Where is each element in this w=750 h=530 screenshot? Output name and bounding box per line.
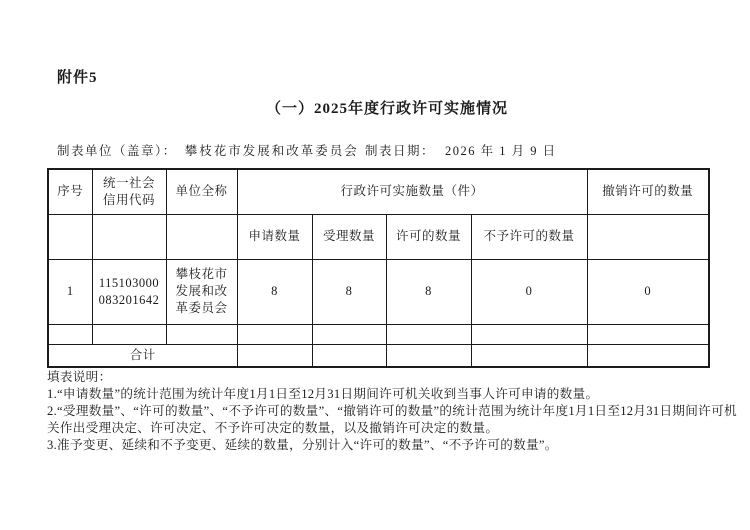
cell-approved: 8 bbox=[386, 259, 471, 324]
header-unit-name: 单位全称 bbox=[166, 169, 237, 214]
cell-accept: 8 bbox=[312, 259, 386, 324]
prepared-by-label: 制表单位（盖章）： bbox=[57, 144, 177, 158]
total-label-cell: 合计 bbox=[48, 344, 237, 367]
fill-instructions bbox=[47, 369, 737, 454]
prepared-by-value: 攀枝花市发展和改革委员会 bbox=[184, 144, 359, 158]
header-credit-code-sub-empty bbox=[92, 214, 166, 259]
header-denied: 不予许可的数量 bbox=[471, 214, 587, 259]
header-revoked: 撤销许可的数量 bbox=[587, 169, 709, 214]
total-accept-cell bbox=[312, 344, 386, 367]
header-seq: 序号 bbox=[48, 169, 92, 214]
total-approved-cell bbox=[386, 344, 471, 367]
date-label: 制表日期： bbox=[365, 144, 436, 158]
empty-cell bbox=[587, 324, 709, 344]
header-unit-name-sub-empty bbox=[166, 214, 237, 259]
license-implementation-table bbox=[47, 168, 710, 368]
empty-cell bbox=[386, 324, 471, 344]
total-revoked-cell bbox=[587, 344, 709, 367]
header-accept: 受理数量 bbox=[312, 214, 386, 259]
empty-cell bbox=[166, 324, 237, 344]
empty-cell bbox=[471, 324, 587, 344]
empty-cell bbox=[312, 324, 386, 344]
cell-revoked: 0 bbox=[587, 259, 709, 324]
header-approved: 许可的数量 bbox=[386, 214, 471, 259]
total-apply-cell bbox=[237, 344, 312, 367]
cell-apply: 8 bbox=[237, 259, 312, 324]
notes-heading: 填表说明： bbox=[47, 370, 112, 384]
empty-row bbox=[48, 324, 709, 344]
page-title: （一）2025年度行政许可实施情况 bbox=[265, 101, 508, 117]
cell-seq: 1 bbox=[48, 259, 92, 324]
empty-cell bbox=[92, 324, 166, 344]
total-row bbox=[48, 344, 709, 367]
cell-denied: 0 bbox=[471, 259, 587, 324]
header-row-2 bbox=[48, 214, 709, 259]
header-credit-code: 统一社会信用代码 bbox=[92, 169, 166, 214]
header-revoked-sub-empty bbox=[587, 214, 709, 259]
date-value: 2026 年 1 月 9 日 bbox=[445, 144, 557, 158]
empty-cell bbox=[48, 324, 92, 344]
header-impl-group: 行政许可实施数量（件） bbox=[237, 169, 587, 214]
note-item-2: 2.“受理数量”、“许可的数量”、“不予许可的数量”、“撤销许可的数量”的统计范围为统计年度1月1日至12月31日期间许可机关作出受理决定、许可决定、不予许可决定的数量，以及撤销许可决定的数量。 bbox=[47, 404, 737, 435]
note-item-3: 3.准予变更、延续和不予变更、延续的数量，分别计入“许可的数量”、“不予许可的数量”。 bbox=[47, 438, 558, 452]
attachment-label: 附件5 bbox=[57, 70, 98, 86]
table-row bbox=[48, 259, 709, 324]
empty-cell bbox=[237, 324, 312, 344]
note-item-1: 1.“申请数量”的统计范围为统计年度1月1日至12月31日期间许可机关收到当事人许可申请的数量。 bbox=[47, 387, 599, 401]
form-meta-line bbox=[57, 141, 717, 159]
report-date bbox=[365, 141, 557, 159]
header-seq-sub-empty bbox=[48, 214, 92, 259]
header-apply: 申请数量 bbox=[237, 214, 312, 259]
total-denied-cell bbox=[471, 344, 587, 367]
header-row-1 bbox=[48, 169, 709, 214]
cell-credit-code: 115103000083201642 bbox=[92, 259, 166, 324]
cell-unit-name: 攀枝花市发展和改革委员会 bbox=[166, 259, 237, 324]
